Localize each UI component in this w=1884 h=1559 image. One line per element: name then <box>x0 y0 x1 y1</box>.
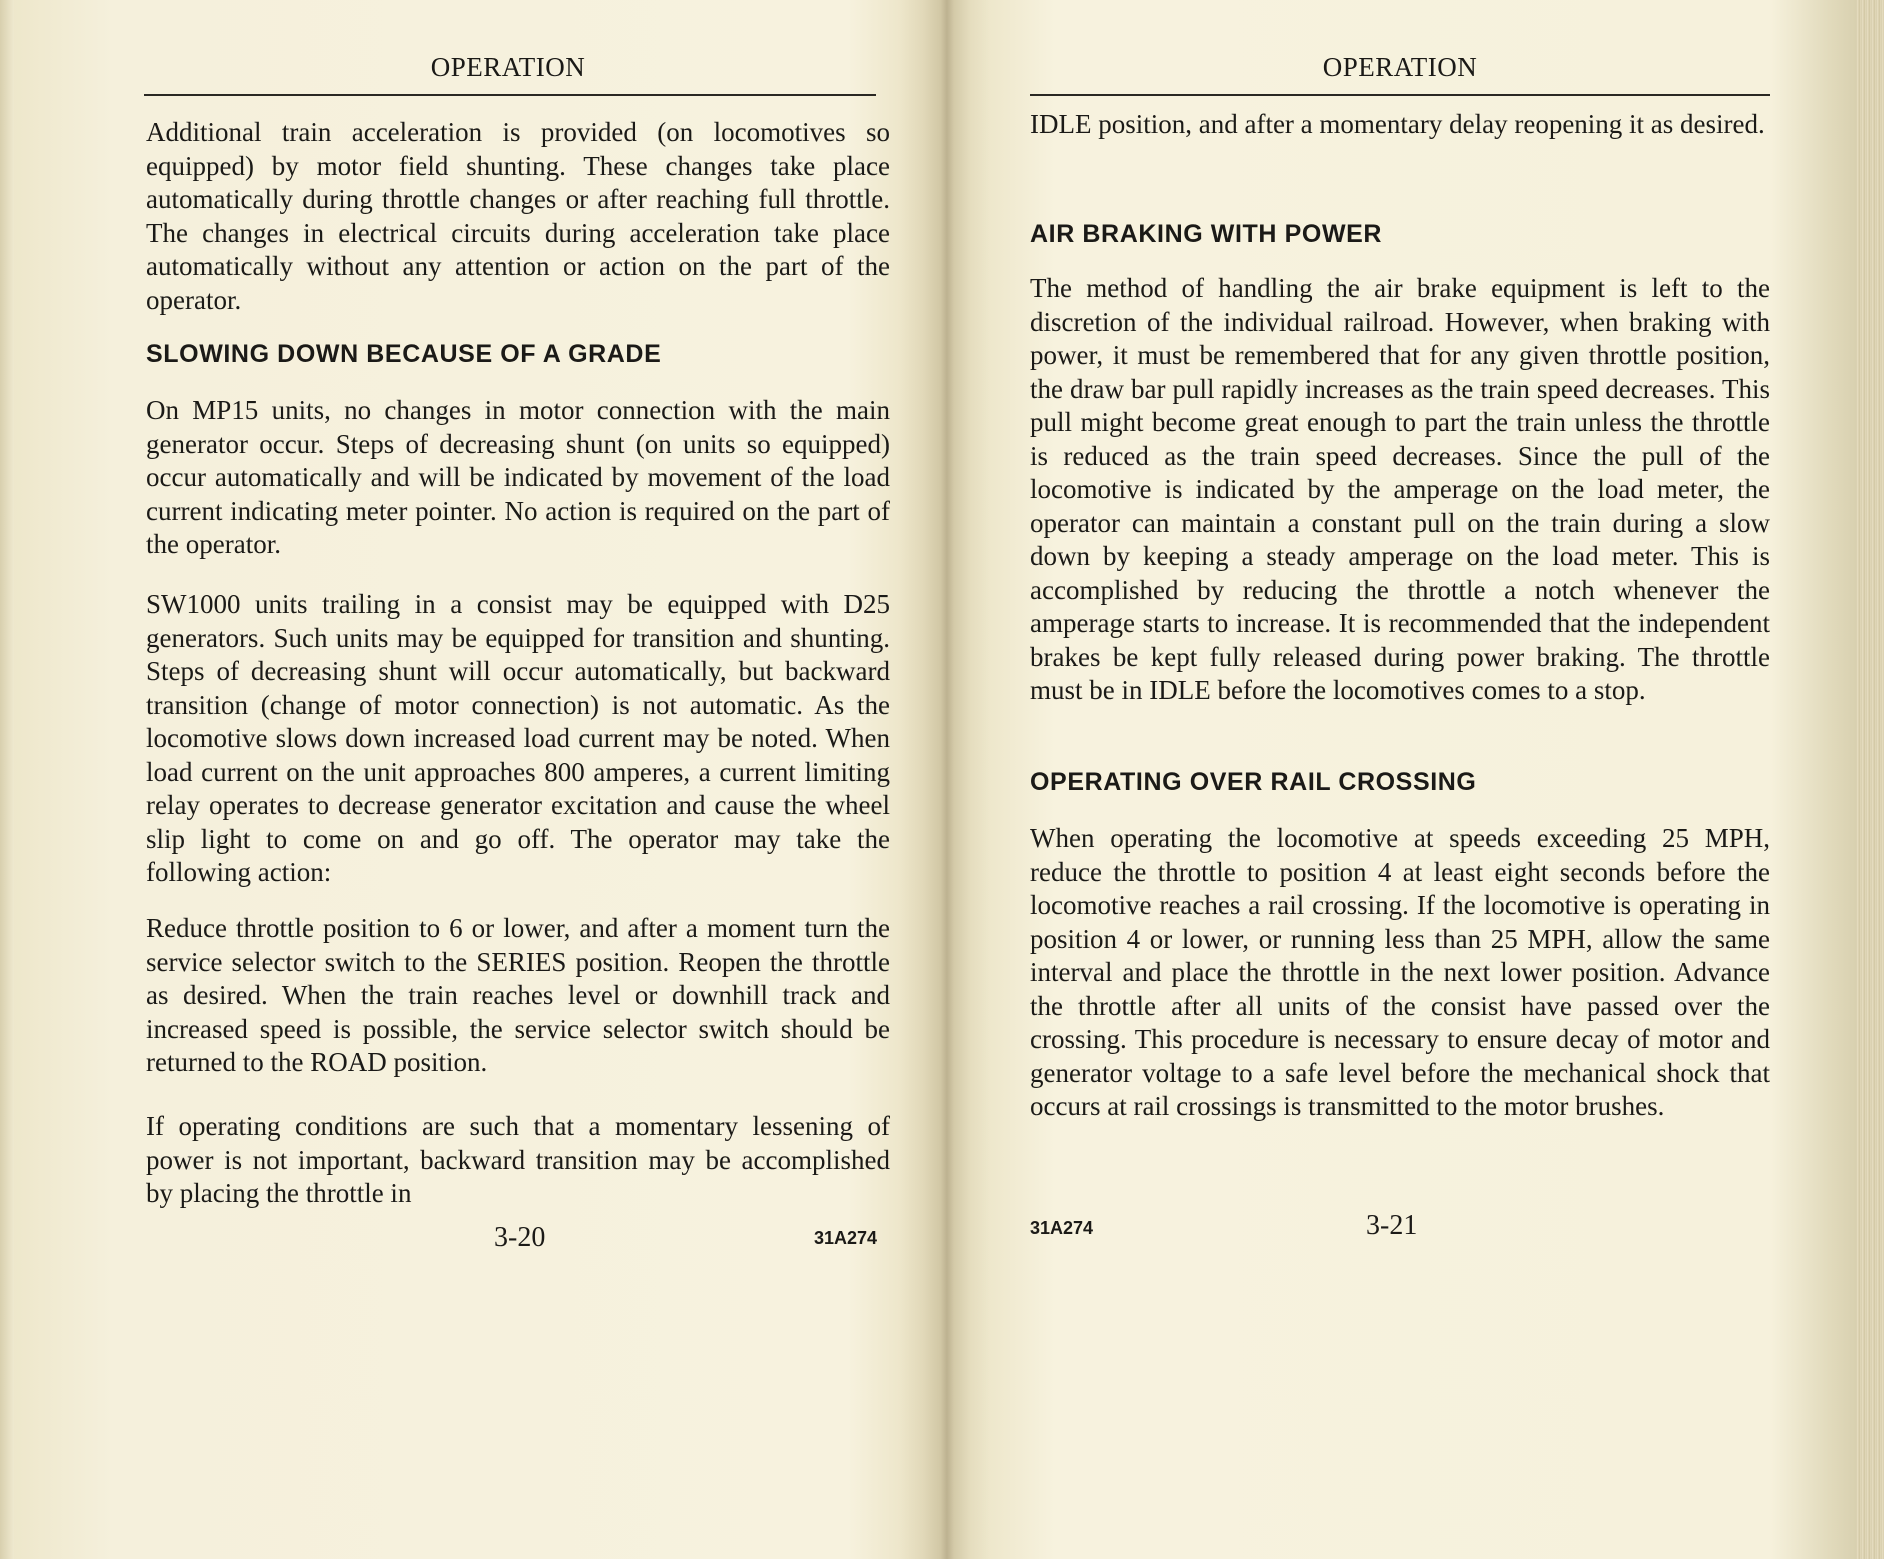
document-code: 31A274 <box>814 1228 878 1248</box>
header-rule <box>144 94 876 96</box>
paragraph-text: SW1000 units trailing in a consist may be equipped with D25 generators. Such units may be equipped for transition and shunting. Steps of decreasing shunt will occur automatically, but backward transition (change of motor connection) is not automatic. As the locomotive slows down increased load current may be noted. When load current on the unit approaches 800 amperes, a current limiting relay operates to decrease generator excitation and cause the wheel slip light to come on and go off. The operator may take the following action: <box>146 589 890 887</box>
section-heading: OPERATING OVER RAIL CROSSING <box>1030 768 1477 796</box>
header-rule <box>1030 94 1770 96</box>
running-head: OPERATION <box>1322 52 1478 82</box>
section-heading-wrapper <box>1030 768 1770 797</box>
section-heading: SLOWING DOWN BECAUSE OF A GRADE <box>146 340 662 368</box>
paragraph-text: When operating the locomotive at speeds exceeding 25 MPH, reduce the throttle to position 4 at least eight seconds before the locomotive reaches a rail crossing. If the locomotive is operating in position 4 or lower, or running less than 25 MPH, allow the same interval and place the throttle in the next lower position. Advance the throttle after all units of the consist have passed over the crossing. This procedure is necessary to ensure decay of motor and generator voltage to a safe level before the mechanical shock that occurs at rail crossings is transmitted to the motor brushes. <box>1030 823 1770 1121</box>
paragraph-text: If operating conditions are such that a momentary lessening of power is not important, backward transition may be accomplished by placing the throttle in <box>146 1111 890 1208</box>
book-spine <box>900 0 990 1559</box>
paragraph <box>146 1110 890 1211</box>
paragraph <box>146 394 890 562</box>
document-code: 31A274 <box>1030 1218 1094 1238</box>
right-page-edges <box>1856 0 1884 1559</box>
paragraph <box>146 588 890 890</box>
paragraph <box>1030 822 1770 1124</box>
section-heading-wrapper <box>1030 220 1770 249</box>
paragraph <box>146 116 890 317</box>
running-head: OPERATION <box>430 52 586 82</box>
page-number: 3-20 <box>494 1222 546 1253</box>
paragraph <box>146 912 890 1080</box>
section-heading: AIR BRAKING WITH POWER <box>1030 220 1383 248</box>
paragraph-text: IDLE position, and after a momentary delay reopening it as desired. <box>1030 109 1765 139</box>
paragraph-text: Additional train acceleration is provided (on locomotives so equipped) by motor field shunting. These changes take place automatically during throttle changes or after reaching full throttle. The changes in electrical circuits during acceleration take place automatically without any attention or action on the part of the operator. <box>146 117 890 315</box>
paragraph-text: The method of handling the air brake equipment is left to the discretion of the individual railroad. However, when braking with power, it must be remembered that for any given throttle position, the draw bar pull rapidly increases as the train speed decreases. This pull might become great enough to part the train unless the throttle is reduced as the train speed decreases. Since the pull of the locomotive is indicated by the amperage on the load meter, the operator can maintain a constant pull on the train during a slow down by keeping a steady amperage on the load meter. This is accomplished by reducing the throttle a notch whenever the amperage starts to increase. It is recommended that the independent brakes be kept fully released during power braking. The throttle must be in IDLE before the locomotives comes to a stop. <box>1030 273 1770 705</box>
page-number: 3-21 <box>1366 1210 1418 1241</box>
paragraph <box>1030 272 1770 708</box>
paragraph-text: On MP15 units, no changes in motor connection with the main generator occur. Steps of decreasing shunt (on units so equipped) occur automatically and will be indicated by movement of the load current indicating meter pointer. No action is required on the part of the operator. <box>146 395 890 559</box>
paragraph-text: Reduce throttle position to 6 or lower, and after a moment turn the service selector switch to the SERIES position. Reopen the throttle as desired. When the train reaches level or downhill track and increased speed is possible, the service selector switch should be returned to the ROAD position. <box>146 913 890 1077</box>
left-page-edge <box>0 0 14 1559</box>
section-heading-wrapper <box>146 340 890 369</box>
paragraph <box>1030 108 1770 142</box>
